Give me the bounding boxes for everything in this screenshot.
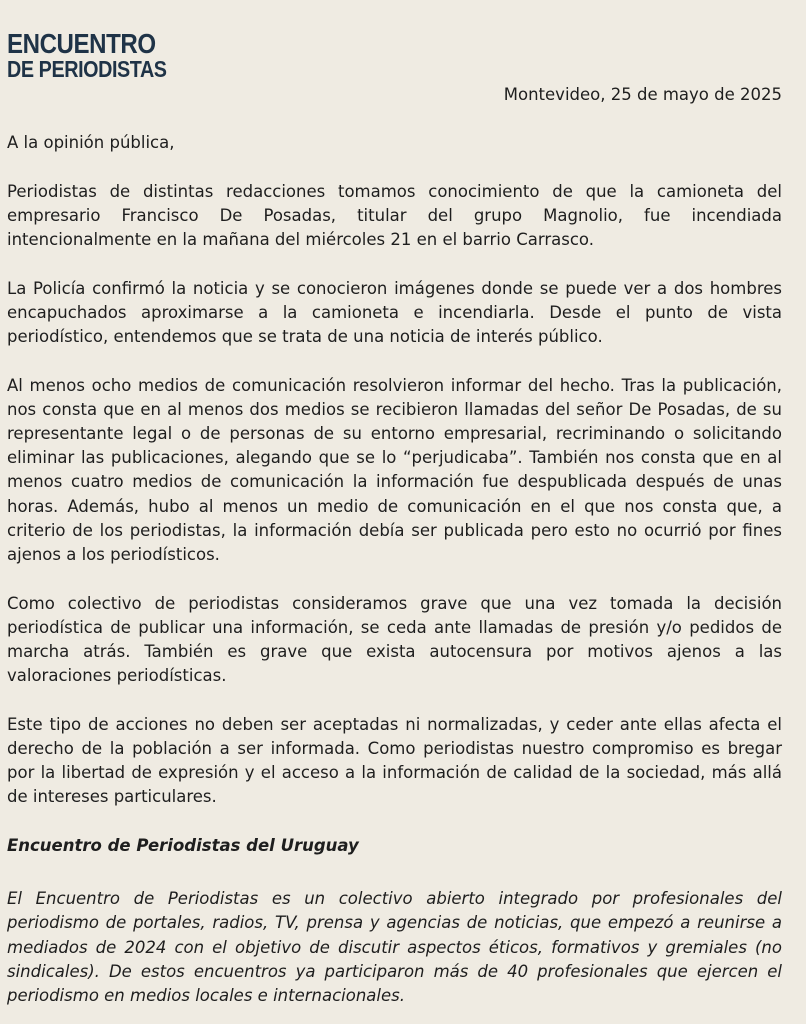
letter-paragraph-1: Periodistas de distintas redacciones tomamos conocimiento de que la camioneta del empresario Francisco De Posadas, titular del grupo Magnolio, fue incendiada intencionalmente en la mañana del miércoles 21 en el barrio Carrasco. — [7, 181, 782, 249]
letter-paragraph-2: La Policía confirmó la noticia y se conocieron imágenes donde se puede ver a dos hombres encapuchados aproximarse a la camioneta e incendiarla. Desde el punto de vista periodístico, entendemos que se trata de una noticia de interés público. — [7, 278, 782, 346]
letter-body — [7, 131, 782, 1008]
letter-paragraph-4: Como colectivo de periodistas consideramos grave que una vez tomada la decisión periodística de publicar una información, se ceda ante llamadas de presión y/o pedidos de marcha atrás. También es grave que exista autocensura por motivos ajenos a las valoraciones periodísticas. — [7, 593, 782, 686]
letter-paragraph-5: Este tipo de acciones no deben ser aceptadas ni normalizadas, y ceder ante ellas afecta el derecho de la población a ser informada. Como periodistas nuestro compromiso es bregar por la libertad de expresión y el acceso a la información de calidad de la sociedad, más allá de intereses particulares. — [7, 714, 782, 807]
logo-line-2: DE PERIODISTAS — [7, 56, 167, 82]
logo-line-1: ENCUENTRO — [7, 28, 156, 59]
letter-paragraph-3: Al menos ocho medios de comunicación resolvieron informar del hecho. Tras la publicación, nos consta que en al menos dos medios se recibieron llamadas del señor De Posadas, de su representante legal o de personas de su entorno empresarial, recriminando o solicitando eliminar las publicaciones, alegando que se lo “perjudicaba”. También nos consta que en al menos cuatro medios de comunicación la información fue despublicada después de unas horas. Además, hubo al menos un medio de comunicación en el que nos consta que, a criterio de los periodistas, la información debía ser publicada pero esto no ocurrió por fines ajenos a los periodísticos. — [7, 375, 782, 565]
letter-date: Montevideo, 25 de mayo de 2025 — [503, 85, 782, 104]
organization-description: El Encuentro de Periodistas es un colectivo abierto integrado por profesionales del periodismo de portales, radios, TV, prensa y agencias de noticias, que empezó a reunirse a mediados de 2024 con el objetivo de discutir aspectos éticos, formativos y gremiales (no sindicales). De estos encuentros ya participaron más de 40 profesionales que ejercen el periodismo en medios locales e internacionales. — [7, 889, 782, 1006]
letter-greeting: A la opinión pública, — [7, 133, 175, 152]
organization-logo — [7, 30, 167, 82]
letter-signature: Encuentro de Periodistas del Uruguay — [7, 836, 359, 856]
